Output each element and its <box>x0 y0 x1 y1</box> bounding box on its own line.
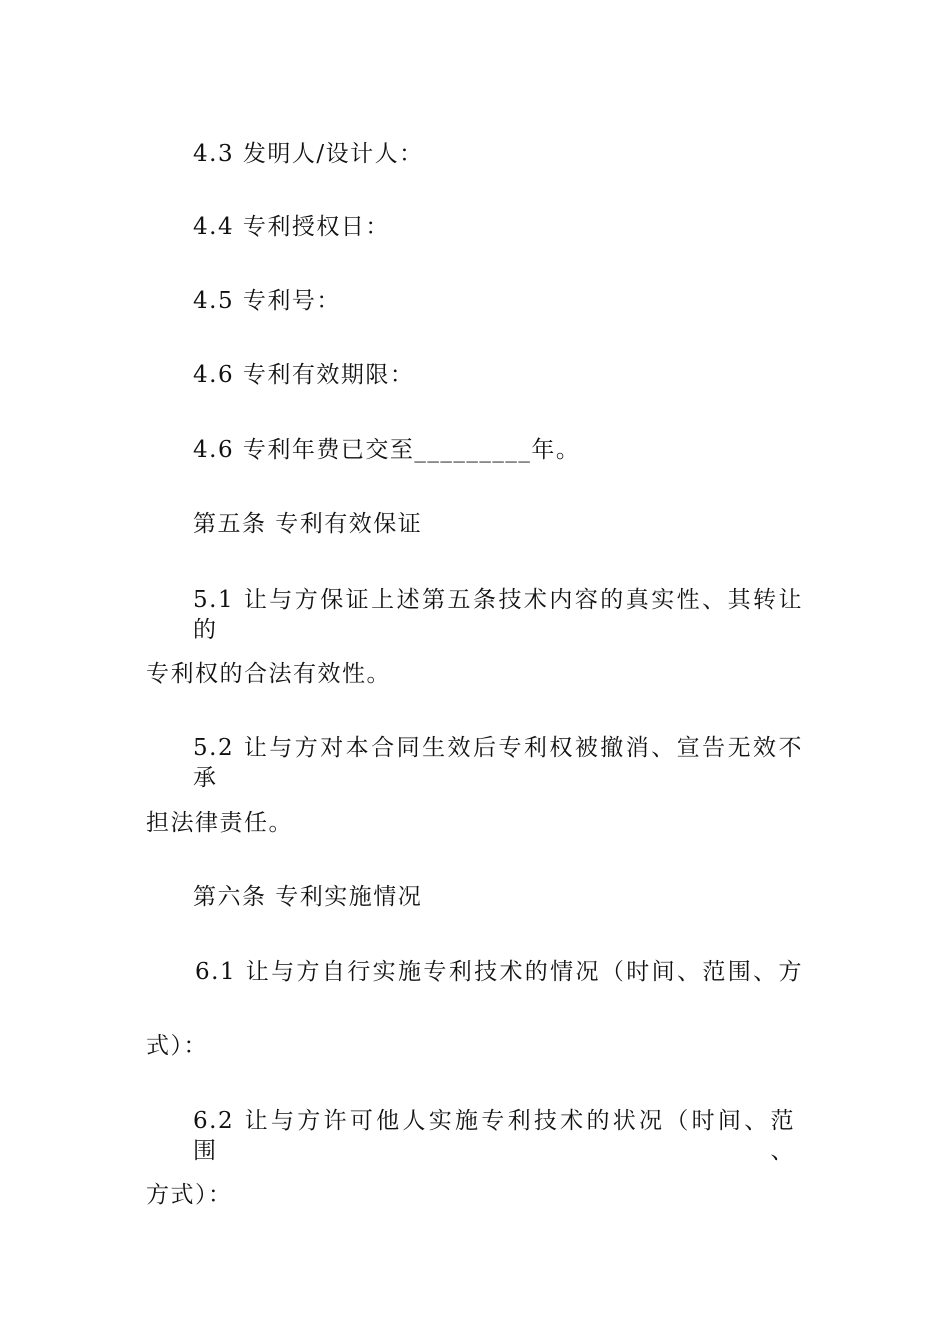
clause-5-1-line-1: 5.1 让与方保证上述第五条技术内容的真实性、其转让的 <box>193 587 803 643</box>
clause-4-6-validity-period: 4.6 专利有效期限： <box>193 362 415 388</box>
clause-6-1-line-2: 式）： <box>146 1033 208 1059</box>
clause-5-2-line-1: 5.2 让与方对本合同生效后专利权被撤消、宣告无效不承 <box>193 735 803 791</box>
clause-5-2-line-2: 担法律责任。 <box>146 810 293 836</box>
clause-5-1-line-2: 专利权的合法有效性。 <box>146 661 391 687</box>
clause-6-2-line-1: 6.2 让与方许可他人实施专利技术的状况（时间、范围、 <box>193 1108 795 1164</box>
clause-6-2-line-2: 方式）： <box>146 1182 233 1208</box>
clause-6-1-line-1: 6.1 让与方自行实施专利技术的情况（时间、范围、方 <box>195 959 803 985</box>
clause-4-4-grant-date: 4.4 专利授权日： <box>193 214 390 240</box>
article-6-heading: 第六条 专利实施情况 <box>193 884 423 910</box>
clause-4-5-patent-number: 4.5 专利号： <box>193 288 341 314</box>
clause-4-6-annual-fee: 4.6 专利年费已交至_________年。 <box>193 437 581 463</box>
article-5-heading: 第五条 专利有效保证 <box>193 511 423 537</box>
clause-4-3-inventor: 4.3 发明人/设计人： <box>193 141 424 167</box>
